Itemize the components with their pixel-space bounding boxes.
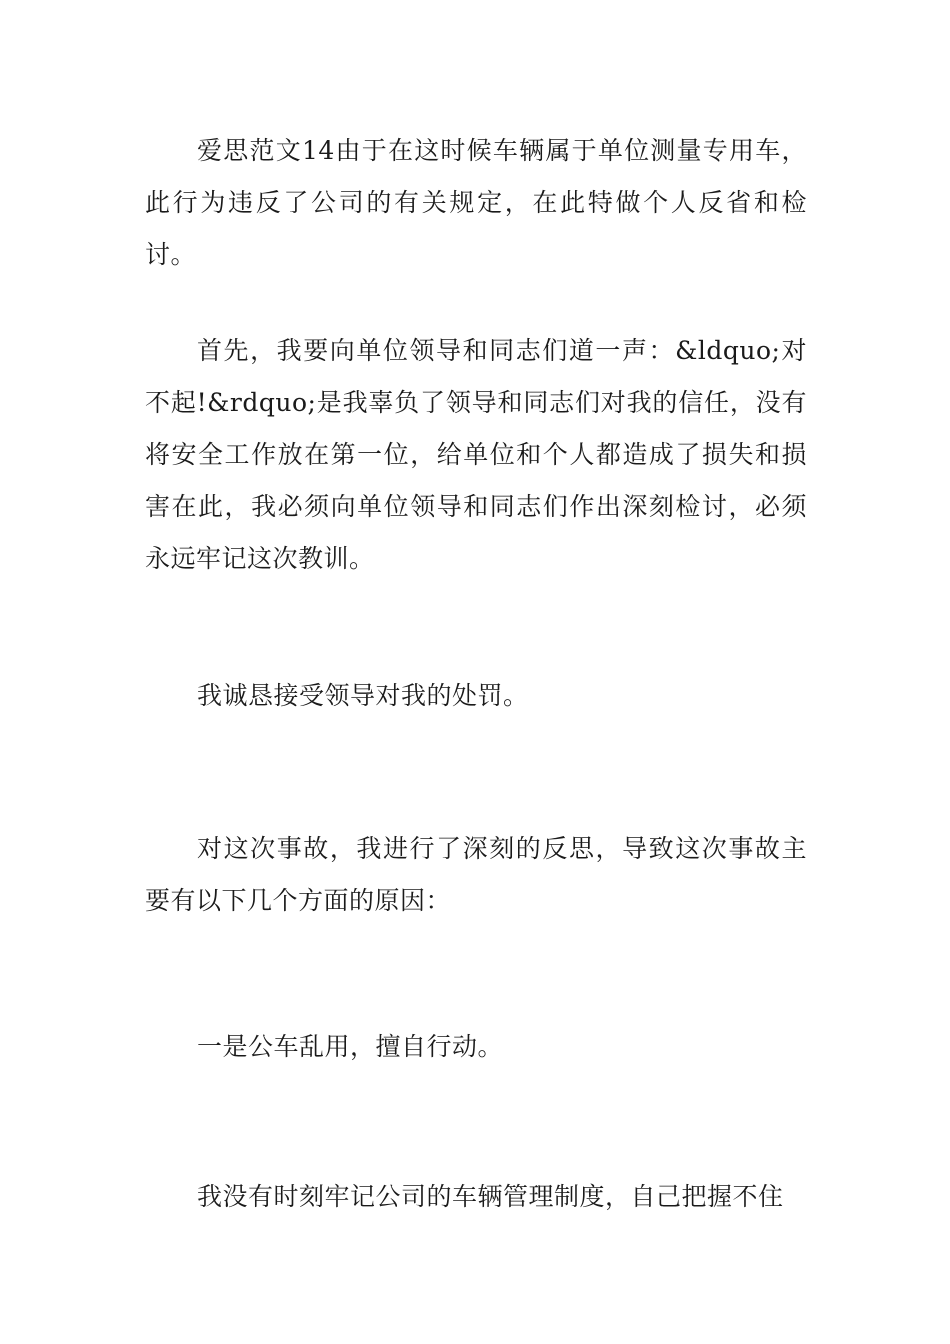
paragraph-continuation: 我没有时刻牢记公司的车辆管理制度，自己把握不住 — [197, 1182, 784, 1211]
paragraph-intro: 爱思范文14由于在这时候车辆属于单位测量专用车，此行为违反了公司的有关规定，在此特做个人反省和检讨。 — [145, 136, 807, 269]
paragraph-reason-one: 一是公车乱用，擅自行动。 — [197, 1032, 504, 1061]
paragraph-accept-punishment: 我诚恳接受领导对我的处罚。 — [197, 681, 529, 710]
paragraph-apology: 首先，我要向单位领导和同志们道一声：&ldquo;对不起!&rdquo;是我辜负了领导和同志们对我的信任，没有将安全工作放在第一位，给单位和个人都造成了损失和损害在此，我必须向单位领导和同志们作出深刻检讨，必须永远牢记这次教训。 — [145, 336, 807, 573]
paragraph-reflection: 对这次事故，我进行了深刻的反思，导致这次事故主要有以下几个方面的原因： — [145, 834, 807, 915]
